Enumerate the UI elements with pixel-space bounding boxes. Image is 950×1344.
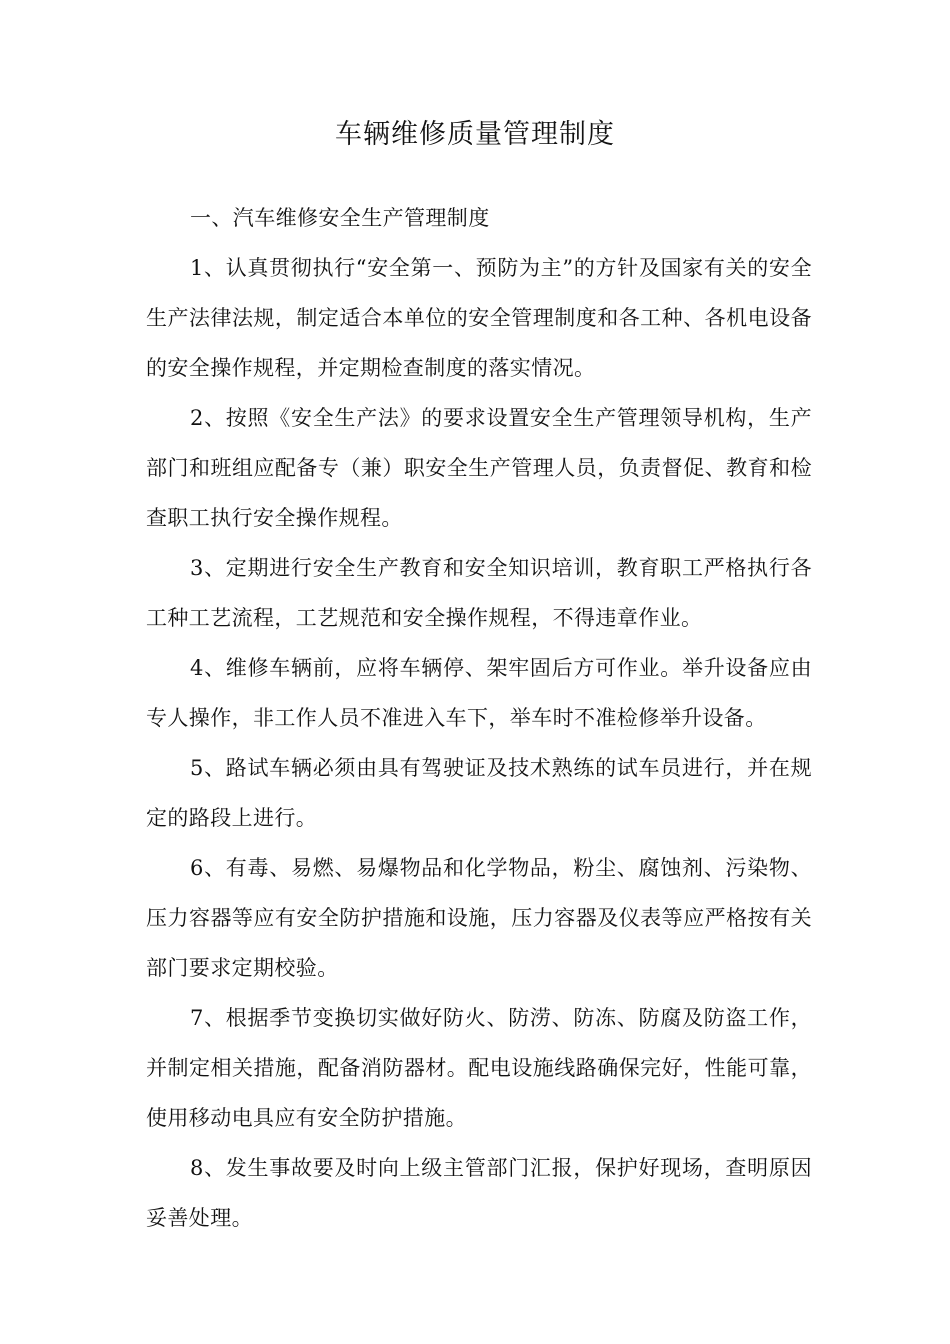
section-heading: 一、汽车维修安全生产管理制度 [190, 206, 490, 230]
paragraph-7: 7、根据季节变换切实做好防火、防涝、防冻、防腐及防盗工作，并制定相关措施，配备消防器材。配电设施线路确保完好，性能可靠，使用移动电具应有安全防护措施。 [146, 1006, 812, 1130]
paragraph-4: 4、维修车辆前，应将车辆停、架牢固后方可作业。举升设备应由专人操作，非工作人员不准进入车下，举车时不准检修举升设备。 [146, 656, 812, 730]
paragraph-3: 3、定期进行安全生产教育和安全知识培训，教育职工严格执行各工种工艺流程，工艺规范和安全操作规程，不得违章作业。 [146, 556, 812, 630]
paragraph-5: 5、路试车辆必须由具有驾驶证及技术熟练的试车员进行，并在规定的路段上进行。 [146, 756, 812, 830]
page-title: 车辆维修质量管理制度 [335, 119, 615, 150]
paragraph-6: 6、有毒、易燃、易爆物品和化学物品，粉尘、腐蚀剂、污染物、压力容器等应有安全防护措施和设施，压力容器及仪表等应严格按有关部门要求定期校验。 [146, 856, 812, 980]
paragraph-2: 2、按照《安全生产法》的要求设置安全生产管理领导机构，生产部门和班组应配备专（兼）职安全生产管理人员，负责督促、教育和检查职工执行安全操作规程。 [146, 406, 812, 530]
document-body [146, 193, 812, 1243]
paragraph-8: 8、发生事故要及时向上级主管部门汇报，保护好现场，查明原因妥善处理。 [146, 1156, 812, 1230]
paragraph-1: 1、认真贯彻执行“安全第一、预防为主”的方针及国家有关的安全生产法律法规，制定适合本单位的安全管理制度和各工种、各机电设备的安全操作规程，并定期检查制度的落实情况。 [146, 256, 812, 380]
